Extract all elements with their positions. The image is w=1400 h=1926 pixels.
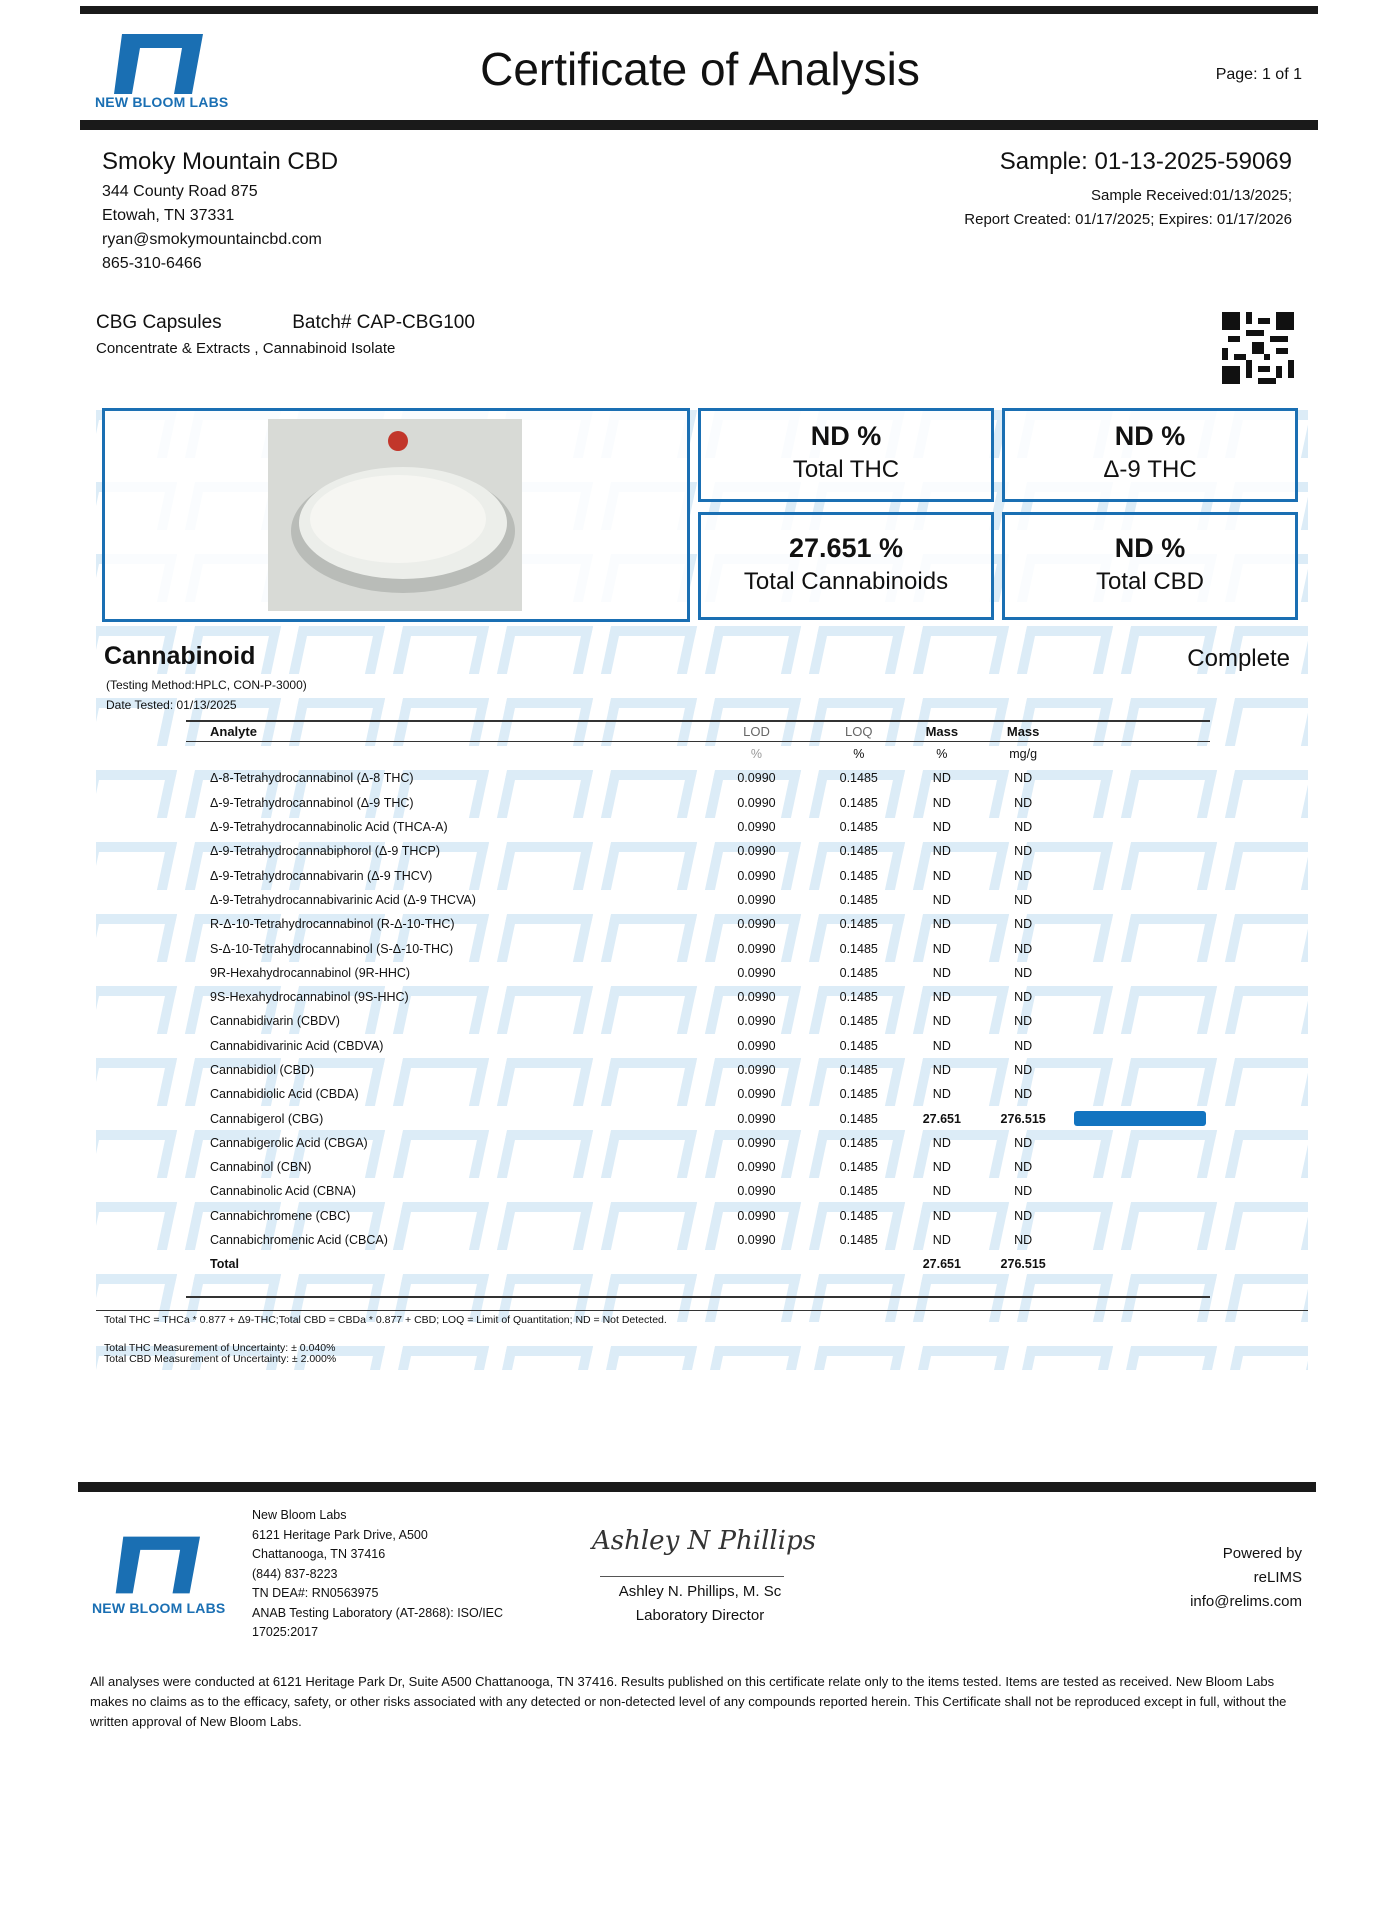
table-row xyxy=(186,1228,1210,1252)
watermark-shape xyxy=(913,626,1009,674)
cell-analyte: Cannabinol (CBN) xyxy=(210,1160,312,1175)
watermark-shape xyxy=(601,1346,697,1370)
header-lod: LOD xyxy=(743,724,770,739)
cell-loq: 0.1485 xyxy=(839,1063,878,1077)
table-row xyxy=(186,985,1210,1009)
cell-mass-mgg: 276.515 xyxy=(1000,1257,1046,1272)
result-bar-cell xyxy=(1070,1252,1210,1276)
watermark-shape xyxy=(705,626,801,674)
section-title: Cannabinoid xyxy=(104,642,256,670)
footer-lab-logo-icon xyxy=(110,1536,200,1594)
cell-mass-mgg: ND xyxy=(1014,941,1033,956)
signer-name: Ashley N. Phillips, M. Sc xyxy=(618,1583,782,1600)
result-bar-cell xyxy=(1070,863,1210,887)
cell-analyte: Δ-9-Tetrahydrocannabiphorol (Δ-9 THCP) xyxy=(210,844,440,859)
cell-mass-pct: ND xyxy=(932,965,951,980)
cell-mass-pct: ND xyxy=(932,1014,951,1029)
watermark-shape xyxy=(1225,842,1308,890)
cell-mass-pct: ND xyxy=(932,820,951,835)
table-row xyxy=(186,791,1210,815)
cell-mass-mgg: ND xyxy=(1014,1184,1033,1199)
cell-loq: 0.1485 xyxy=(839,795,878,810)
product-category: Concentrate & Extracts , Cannabinoid Isolate xyxy=(96,340,396,357)
signature: Ashley N Phillips xyxy=(592,1526,817,1556)
testing-method: (Testing Method:HPLC, CON-P-3000) xyxy=(106,678,307,692)
signer-block xyxy=(560,1580,840,1628)
cell-lod: 0.0990 xyxy=(737,941,776,956)
header-analyte: Analyte xyxy=(210,724,257,739)
watermark-shape xyxy=(96,1202,177,1250)
result-bar-cell xyxy=(1070,1009,1210,1033)
watermark-shape xyxy=(809,1346,905,1370)
watermark-shape xyxy=(1225,698,1308,746)
watermark-shape xyxy=(96,986,177,1034)
cell-mass-mgg: ND xyxy=(1014,990,1033,1005)
lab-line: 6121 Heritage Park Drive, A500 xyxy=(252,1527,428,1542)
cell-mass-pct: ND xyxy=(932,1160,951,1175)
cell-lod: 0.0990 xyxy=(737,1233,776,1248)
cell-lod: 0.0990 xyxy=(737,1087,776,1102)
cell-mass-mgg: ND xyxy=(1014,1233,1033,1248)
watermark-shape xyxy=(289,626,385,674)
cell-lod: 0.0990 xyxy=(737,965,776,980)
cell-analyte: Cannabidiol (CBD) xyxy=(210,1063,315,1077)
unit-lod: % xyxy=(750,747,763,762)
summary-label: Total CBD xyxy=(1095,568,1205,595)
sample-block xyxy=(964,148,1292,232)
report-dates: Report Created: 01/17/2025; Expires: 01/17/2026 xyxy=(964,211,1292,228)
cell-mass-mgg: ND xyxy=(1014,965,1033,980)
client-block xyxy=(102,148,338,276)
cell-analyte: Δ-9-Tetrahydrocannabivarinic Acid (Δ-9 THCVA) xyxy=(210,892,476,907)
cell-loq: 0.1485 xyxy=(839,892,878,907)
powered-email[interactable]: info@relims.com xyxy=(1190,1593,1302,1610)
result-bar-cell xyxy=(1070,1058,1210,1082)
table-row xyxy=(186,961,1210,985)
summary-value: 27.651 % xyxy=(788,533,904,563)
cell-analyte: Cannabidiolic Acid (CBDA) xyxy=(210,1087,359,1102)
unit-mass-pct: % xyxy=(936,747,948,762)
cell-analyte: Δ-8-Tetrahydrocannabinol (Δ-8 THC) xyxy=(210,771,414,786)
cell-lod: 0.0990 xyxy=(737,844,776,859)
disclaimer: All analyses were conducted at 6121 Heritage Park Dr, Suite A500 Chattanooga, TN 37416. Results published on this certificate relate only to the items tested. Items are tested as received. New Bloom Labs makes no claims as to the efficacy, safety, or other risks associated with any detected or non-detected level of any compounds reported herein. This Certificate shall not be reproduced except in full, without the written approval of New Bloom Labs. xyxy=(90,1674,1287,1729)
watermark-shape xyxy=(1017,626,1113,674)
cell-mass-mgg: 276.515 xyxy=(1000,1111,1046,1126)
results-table xyxy=(186,720,1210,1277)
cell-mass-pct: ND xyxy=(932,917,951,932)
cell-analyte: Cannabidivarinic Acid (CBDVA) xyxy=(210,1038,384,1053)
cell-mass-mgg: ND xyxy=(1014,1160,1033,1175)
cell-mass-pct: 27.651 xyxy=(922,1111,961,1126)
lab-line: TN DEA#: RN0563975 xyxy=(252,1586,379,1600)
client-address1: 344 County Road 875 xyxy=(102,183,258,200)
uncertainty-thc: Total THC Measurement of Uncertainty: ± 0.040% xyxy=(104,1342,336,1354)
batch-number: Batch# CAP-CBG100 xyxy=(292,312,475,333)
qr-code-icon xyxy=(1222,312,1294,384)
cell-analyte: R-Δ-10-Tetrahydrocannabinol (R-Δ-10-THC) xyxy=(210,917,455,932)
cell-mass-mgg: ND xyxy=(1014,892,1033,907)
summary-label: Δ-9 THC xyxy=(1103,456,1197,483)
result-bar-cell xyxy=(1070,791,1210,815)
table-row xyxy=(186,766,1210,790)
cell-lod: 0.0990 xyxy=(737,795,776,810)
cell-analyte: Total xyxy=(210,1257,239,1272)
lab-line: Chattanooga, TN 37416 xyxy=(252,1547,386,1561)
cell-loq: 0.1485 xyxy=(839,820,878,835)
watermark-shape xyxy=(705,1274,801,1322)
cell-loq: 0.1485 xyxy=(839,1014,878,1029)
signature-line xyxy=(600,1576,784,1577)
cell-mass-pct: ND xyxy=(932,1087,951,1102)
watermark-shape xyxy=(393,1346,489,1370)
table-header-row xyxy=(186,721,1210,742)
page-number: Page: 1 of 1 xyxy=(1215,66,1302,83)
cell-mass-mgg: ND xyxy=(1014,1038,1033,1053)
cell-mass-pct: ND xyxy=(932,868,951,883)
cell-analyte: Cannabigerol (CBG) xyxy=(210,1111,324,1126)
table-row xyxy=(186,863,1210,887)
header-mass-mgg: Mass xyxy=(1006,724,1040,739)
units-row xyxy=(186,742,1210,767)
table-row xyxy=(186,888,1210,912)
table-row xyxy=(186,815,1210,839)
cell-lod: 0.0990 xyxy=(737,771,776,786)
watermark-shape xyxy=(1225,770,1308,818)
watermark-shape xyxy=(1225,986,1308,1034)
summary-label: Total THC xyxy=(792,456,900,483)
cell-mass-pct: ND xyxy=(932,1184,951,1199)
summary-total-cannabinoids xyxy=(698,512,994,620)
cell-mass-mgg: ND xyxy=(1014,1014,1033,1029)
powered-name: reLIMS xyxy=(1253,1569,1302,1586)
summary-value: ND % xyxy=(810,421,882,451)
client-phone: 865-310-6466 xyxy=(102,255,202,272)
cell-mass-pct: ND xyxy=(932,990,951,1005)
cell-mass-mgg: ND xyxy=(1014,820,1033,835)
cell-analyte: Cannabichromenic Acid (CBCA) xyxy=(210,1233,388,1248)
cell-mass-mgg: ND xyxy=(1014,868,1033,883)
header-mass-pct: Mass xyxy=(925,724,959,739)
watermark-shape xyxy=(96,914,177,962)
result-bar-cell xyxy=(1070,912,1210,936)
watermark-shape xyxy=(393,626,489,674)
cell-analyte: Cannabinolic Acid (CBNA) xyxy=(210,1184,356,1199)
cell-loq: 0.1485 xyxy=(839,1038,878,1053)
watermark-shape xyxy=(96,1130,177,1178)
cell-loq: 0.1485 xyxy=(839,965,878,980)
table-row xyxy=(186,1106,1210,1130)
cell-lod: 0.0990 xyxy=(737,1160,776,1175)
cell-analyte: Δ-9-Tetrahydrocannabivarin (Δ-9 THCV) xyxy=(210,868,433,883)
watermark-shape xyxy=(1225,914,1308,962)
cell-lod: 0.0990 xyxy=(737,892,776,907)
lab-address-block xyxy=(252,1506,503,1643)
summary-total-cbd xyxy=(1002,512,1298,620)
result-bar-cell xyxy=(1070,1131,1210,1155)
cell-mass-mgg: ND xyxy=(1014,1063,1033,1077)
table-row xyxy=(186,1082,1210,1106)
watermark-shape xyxy=(96,842,177,890)
cell-mass-pct: ND xyxy=(932,1233,951,1248)
watermark-shape xyxy=(1225,1058,1308,1106)
summary-total-thc xyxy=(698,408,994,502)
cell-loq: 0.1485 xyxy=(839,1160,878,1175)
cell-lod: 0.0990 xyxy=(737,1063,776,1077)
page-title: Certificate of Analysis xyxy=(480,43,920,95)
cell-analyte: Δ-9-Tetrahydrocannabinol (Δ-9 THC) xyxy=(210,795,414,810)
notes-rule xyxy=(96,1310,1308,1311)
cell-mass-mgg: ND xyxy=(1014,844,1033,859)
sample-received: Sample Received:01/13/2025; xyxy=(1091,187,1292,204)
watermark-shape xyxy=(1017,1274,1113,1322)
cell-analyte: Cannabidivarin (CBDV) xyxy=(210,1014,340,1029)
cell-mass-pct: ND xyxy=(932,795,951,810)
watermark-shape xyxy=(1121,1274,1217,1322)
cell-lod: 0.0990 xyxy=(737,1184,776,1199)
cell-lod: 0.0990 xyxy=(737,1014,776,1029)
formula-note: Total THC = THCa * 0.877 + Δ9-THC;Total CBD = CBDa * 0.877 + CBD; LOQ = Limit of Quantitation; ND = Not Detected. xyxy=(104,1314,667,1326)
watermark-shape xyxy=(1225,1202,1308,1250)
cell-lod: 0.0990 xyxy=(737,820,776,835)
cell-analyte: S-Δ-10-Tetrahydrocannabinol (S-Δ-10-THC) xyxy=(210,941,454,956)
cell-loq: 0.1485 xyxy=(839,844,878,859)
result-bar-cell xyxy=(1070,961,1210,985)
result-bar-cell xyxy=(1070,839,1210,863)
total-row xyxy=(186,1252,1210,1276)
result-bar-cell xyxy=(1070,1179,1210,1203)
date-tested: Date Tested: 01/13/2025 xyxy=(106,698,237,712)
result-bar xyxy=(1074,1111,1206,1126)
client-name: Smoky Mountain CBD xyxy=(102,148,339,175)
cell-analyte: Cannabigerolic Acid (CBGA) xyxy=(210,1135,368,1150)
watermark-shape xyxy=(809,626,905,674)
powered-by: Powered by xyxy=(1222,1545,1302,1562)
header-divider xyxy=(80,120,1318,130)
cell-mass-pct: ND xyxy=(932,1038,951,1053)
result-bar-cell xyxy=(1070,1106,1210,1130)
cell-mass-pct: ND xyxy=(932,892,951,907)
watermark-shape xyxy=(497,1346,593,1370)
watermark-shape xyxy=(96,1058,177,1106)
result-bar-cell xyxy=(1070,815,1210,839)
summary-d9-thc xyxy=(1002,408,1298,502)
cell-loq xyxy=(810,1252,907,1276)
cell-mass-mgg: ND xyxy=(1014,771,1033,786)
top-bar xyxy=(80,6,1318,14)
uncertainty-cbd: Total CBD Measurement of Uncertainty: ± 2.000% xyxy=(104,1353,337,1365)
cell-mass-mgg: ND xyxy=(1014,917,1033,932)
cell-loq: 0.1485 xyxy=(839,1087,878,1102)
lab-logo-text: NEW BLOOM LABS xyxy=(95,94,229,110)
table-row xyxy=(186,1131,1210,1155)
cell-loq: 0.1485 xyxy=(839,1208,878,1223)
cell-mass-pct: ND xyxy=(932,1208,951,1223)
client-address2: Etowah, TN 37331 xyxy=(102,207,235,224)
cell-loq: 0.1485 xyxy=(839,1184,878,1199)
cell-mass-pct: ND xyxy=(932,771,951,786)
table-row xyxy=(186,1009,1210,1033)
cell-mass-pct: ND xyxy=(932,941,951,956)
result-bar-cell xyxy=(1070,936,1210,960)
cell-lod: 0.0990 xyxy=(737,1111,776,1126)
result-bar-cell xyxy=(1070,1155,1210,1179)
cell-lod: 0.0990 xyxy=(737,1208,776,1223)
result-bar-cell xyxy=(1070,985,1210,1009)
table-row xyxy=(186,1058,1210,1082)
unit-mass-mgg: mg/g xyxy=(1009,747,1038,762)
cell-loq: 0.1485 xyxy=(839,941,878,956)
powered-by-block xyxy=(1190,1542,1302,1614)
cell-mass-mgg: ND xyxy=(1014,1208,1033,1223)
cell-loq: 0.1485 xyxy=(839,868,878,883)
cell-analyte: 9R-Hexahydrocannabinol (9R-HHC) xyxy=(210,965,411,980)
table-row xyxy=(186,912,1210,936)
table-row xyxy=(186,1179,1210,1203)
watermark-shape xyxy=(809,1274,905,1322)
cell-mass-pct: ND xyxy=(932,844,951,859)
header-bar xyxy=(1070,721,1210,742)
lab-line: (844) 837-8223 xyxy=(252,1566,338,1581)
watermark-shape xyxy=(913,1346,1009,1370)
cell-lod: 0.0990 xyxy=(737,917,776,932)
result-bar-cell xyxy=(1070,1228,1210,1252)
sample-id: Sample: 01-13-2025-59069 xyxy=(999,148,1292,175)
summary-value: ND % xyxy=(1114,421,1186,451)
watermark-shape xyxy=(497,626,593,674)
cell-lod: 0.0990 xyxy=(737,868,776,883)
table-row xyxy=(186,839,1210,863)
watermark-shape xyxy=(1121,1346,1217,1370)
result-bar-cell xyxy=(1070,766,1210,790)
table-row xyxy=(186,936,1210,960)
watermark-shape xyxy=(705,1346,801,1370)
cell-loq: 0.1485 xyxy=(839,1111,878,1126)
table-row xyxy=(186,1204,1210,1228)
summary-label: Total Cannabinoids xyxy=(743,568,949,595)
watermark-shape xyxy=(601,626,697,674)
cell-mass-pct: 27.651 xyxy=(922,1257,961,1272)
client-email: ryan@smokymountaincbd.com xyxy=(102,231,322,248)
cell-analyte: Cannabichromene (CBC) xyxy=(210,1208,351,1223)
cell-mass-mgg: ND xyxy=(1014,795,1033,810)
section-status: Complete xyxy=(1187,645,1290,672)
cell-mass-pct: ND xyxy=(932,1063,951,1077)
cell-lod: 0.0990 xyxy=(737,1038,776,1053)
lab-line: 17025:2017 xyxy=(252,1625,319,1639)
unit-loq: % xyxy=(853,747,865,762)
cell-loq: 0.1485 xyxy=(839,990,878,1005)
watermark-shape xyxy=(1225,1346,1308,1370)
cell-analyte: Δ-9-Tetrahydrocannabinolic Acid (THCA-A) xyxy=(210,820,448,835)
result-bar-cell xyxy=(1070,1034,1210,1058)
result-bar-cell xyxy=(1070,1204,1210,1228)
cell-mass-mgg: ND xyxy=(1014,1087,1033,1102)
summary-value: ND % xyxy=(1114,533,1186,563)
header-loq: LOQ xyxy=(845,724,873,739)
cell-lod xyxy=(703,1252,810,1276)
cell-loq: 0.1485 xyxy=(839,1135,878,1150)
result-bar-cell xyxy=(1070,1082,1210,1106)
table-row xyxy=(186,1034,1210,1058)
watermark-shape xyxy=(96,770,177,818)
cell-loq: 0.1485 xyxy=(839,771,878,786)
watermark-shape xyxy=(1225,1130,1308,1178)
cell-mass-mgg: ND xyxy=(1014,1135,1033,1150)
cell-lod: 0.0990 xyxy=(737,990,776,1005)
table-row xyxy=(186,1155,1210,1179)
signer-title: Laboratory Director xyxy=(635,1607,765,1624)
lab-line: New Bloom Labs xyxy=(252,1508,347,1522)
footer-bar xyxy=(78,1482,1316,1492)
product-name: CBG Capsules xyxy=(96,312,222,333)
sample-photo-box xyxy=(102,408,690,622)
cell-lod: 0.0990 xyxy=(737,1135,776,1150)
cell-mass-pct: ND xyxy=(932,1135,951,1150)
table-bottom-rule xyxy=(186,1296,1210,1298)
cell-loq: 0.1485 xyxy=(839,917,878,932)
cell-loq: 0.1485 xyxy=(839,1233,878,1248)
cell-analyte: 9S-Hexahydrocannabinol (9S-HHC) xyxy=(210,990,409,1005)
result-bar-cell xyxy=(1070,888,1210,912)
footer-lab-logo-text: NEW BLOOM LABS xyxy=(92,1600,226,1616)
watermark-shape xyxy=(1017,1346,1113,1370)
product-block xyxy=(96,312,475,357)
sample-photo xyxy=(268,419,522,611)
lab-line: ANAB Testing Laboratory (AT-2868): ISO/IEC xyxy=(252,1605,504,1620)
watermark-shape xyxy=(1225,1274,1308,1322)
watermark-shape xyxy=(913,1274,1009,1322)
